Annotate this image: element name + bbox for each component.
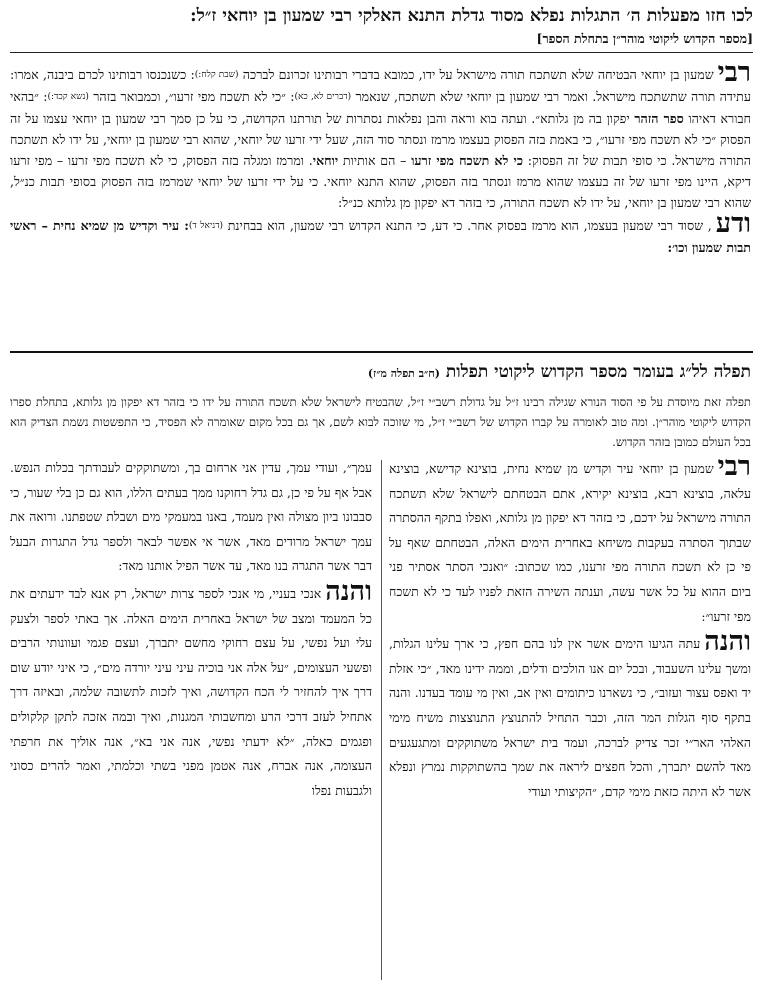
emphasis: ספר הזהר bbox=[634, 111, 684, 126]
column-right bbox=[389, 456, 751, 986]
source-citation: [מספר הקדוש ליקוטי מוהר״ן בתחלת הספר] bbox=[536, 31, 753, 46]
column-left bbox=[10, 456, 372, 986]
column-paragraph: רבישמעון בן יוחאי עיר וקדיש מן שמיא נחית, בוצינא קדישא, בוצינא עלאה, בוצינא רבא, בוצינא יקירא, אתם הבטחתם לישראל שלא תשתכח התורה מישראל על ידכם, כי בזהר דא יפקון מן גלותא, ואפלו בתקף ההסתרה שבתוך הסתרה בעקבות משיחא באחרית הימים האלה, הבטחתם שאף על פי כן לא תשכח התורה מפי זרענו, כמו שכתוב: ״ואנכי הסתר אסתיר פני ביום ההוא על כל אשר עשה, וענתה השירה הזאת לפניו לעד כי לא תשכח מפי זרעו״: bbox=[389, 456, 751, 629]
citation: (נשא קכד:) bbox=[47, 92, 89, 102]
citation: (שבת קלח:) bbox=[194, 70, 239, 80]
column-divider bbox=[381, 460, 382, 980]
lead-word: והנה bbox=[704, 626, 751, 658]
column-paragraph: והנהאנכי בעניי, מי אנכי לספר צרות ישראל, רק אנא לבד ידעתים את כל המעמד ומצב של ישראל באחרית הימים האלה. אך באתי לספר ולצעק עלי ועל נפשי, על עצם רחוקי מחשם יתברך, ועצם פגמי ועוונותי הרבים ופשעי העצומים, ״על אלה אני בוכיה עיני עיני יורדה מים״, כי איני יודע שום דרך איך להחזיר לי הכח הקדושה, ואיך לזכות לתשובה שלמה, ובאיזה דרך אתחיל לעזב דרכי הרע ומחשבותי המגנות, ואיך ובמה אזכה לתקן קלקולים ופגמים כאלה, ״לא ידעתי נפשי, אנה אני בא״, אנה אוליך את חרפתי העצומה, אנה אברח, אנה אטמן מפני בשתי וכלמתי, ואמר להרים כסוני ולגבעות נפלו bbox=[10, 575, 372, 798]
prayer-title-ref: (ח״ב תפלה מ״ז) bbox=[367, 367, 440, 380]
lead-word: רבי bbox=[717, 456, 751, 482]
citation: (דברים לא, כא) bbox=[294, 92, 352, 102]
section-divider bbox=[10, 351, 753, 353]
prayer-title: תפלה לל״ג בעומר מספר הקדוש ליקוטי תפלות(ח״ב תפלה מ״ז) bbox=[367, 362, 751, 382]
lead-word: והנה bbox=[325, 575, 372, 607]
citation: (דניאל ד) bbox=[188, 221, 224, 231]
article-body bbox=[10, 62, 751, 340]
emphasis: יוחאי bbox=[312, 153, 339, 168]
article-paragraph-2: ודע, שסוד רבי שמעון בעצמו, הוא מרמז בפסוק אחר. כי דע, כי התנא הקדוש רבי שמעון, הוא בבחינת (דניאל ד): עיר וקדיש מן שמיא נחית – ראשי תבות שמעון וכו׳: bbox=[10, 208, 751, 255]
lead-word: רבי bbox=[717, 62, 751, 88]
emphasis: : עיר וקדיש מן שמיא נחית – ראשי תבות שמעון וכו׳: bbox=[10, 218, 751, 255]
prayer-intro: תפלה זאת מיוסדת על פי הסוד הנורא שגילה רבינו ז״ל על גדולת רשב״י ז״ל, שהבטיח לישראל שלא תשכח התורה על ידו כי בזהר דא יפקון מן גלותא, בתחלת ספרו הקדוש ליקוטי מוהר״ן. ומה טוב לאומרה על קברו הקדוש של רשב״י ז״ל, מי שזוכה לבוא לשם, אך גם בכל מקום שאומרה לא הפסיד, כי התפשטות נשמת הצדיק הוא בכל העולם כמובן בזהר הקדוש. bbox=[10, 395, 751, 449]
page-headline: לכו חזו מפעלות ה׳ התגלות נפלא מסוד גדלת התנא האלקי רבי שמעון בן יוחאי ז״ל: bbox=[190, 6, 753, 26]
article-paragraph-1: רבישמעון בן יוחאי הבטיחה שלא תשתכח תורה מישראל על ידו, כמובא בדברי רבותינו זכרונם לברכה (שבת קלח:): כשנכנסו רבותינו לכרם ביבנה, אמרו: עתידה תורה שתשתכח מישראל. ואמר רבי שמעון בן יוחאי שלא תשתכח, שנאמר (דברים לא, כא): ״כי לא תשכח מפי זרעו״, וכמבואר בזהר (נשא קכד:): ״בהאי חבורא דאיהו ספר הזהר יפקון בה מן גלותא״. ועתה בוא וראה והבן נפלאות נסתרות של תורתנו הקדושה, כי על כן סמך רבי שמעון בן יוחאי עצמו על זה הפסוק ״כי לא תשכח מפי זרעו״, כי באמת בזה הפסוק בעצמו מרמז ונסתר סוד הזה, שעל ידי זרעו של יוחאי, שהוא רבי שמעון בן יוחאי, על ידו לא תשתכח התורה מישראל. כי סופי תבות של זה הפסוק: כי לא תשכח מפי זרעו – הם אותיות יוחאי. ומרמז ומגלה בזה הפסוק, כי לא תשכח מפי זרעו – מפי זרעו דיקא, היינו מפי זרעו של זה בעצמו שהוא מרמז ונסתר בזה הפסוק, שהוא התנא יוחאי. כי על ידי זרעו של יוחאי שמרמז בזה הפסוק בסופי תבות כנ״ל, שהוא רבי שמעון בן יוחאי, על ידו לא תשכח התורה, כי בזהר דא יפקון מן גלותא כנ״ל: bbox=[10, 62, 751, 213]
header-rule bbox=[10, 52, 753, 53]
emphasis: כי לא תשכח מפי זרעו bbox=[411, 153, 523, 168]
lead-word: ודע bbox=[715, 208, 751, 239]
column-paragraph: והנהעתה הגיעו הימים אשר אין לנו בהם חפץ, כי ארך עלינו הגלות, ומשך עלינו השעבוד, ובכל יום אנו הולכים ודלים, וממה ידינו מאד, ״כי אזלת יד ואפס עצור ועזוב״, כי נשארנו כיתומים ואין אב, ואין מי עומד בעדנו. והנה בתקף סוף הגלות המר הזה, וכבר התחיל להתנוצץ התנוצצות משיח מימי האלהי האר״י זכר צדיק לברכה, ועמד בית ישראל משתוקקים ומתגעגעים מאד להשם יתברך, והכל חפצים ליראה את שמך בהשתוקקות נמרץ ונפלא אשר לא היתה כזאת מימי קדם, ״הקיצותי ועודי bbox=[389, 626, 751, 799]
column-paragraph: עמך״, ועודי עמך, עדין אני ארחום בך, ומשתוקקים לעבודתך בכלות הנפש. אבל אף על פי כן, גם גדל רחוקנו ממך בעתים הללו, הוא גם כן בלי שעור, כי סבבונו ביון מצולה ואין מעמד, באנו במעמקי מים ושבלת שטפתנו. ורואה את עמך ישראל מרודים מאד, אשר אי אפשר לבאר ולספר גדל התגרות הבעל דבר אשר התגרה בנו מאד, עד אשר הפיל אותנו מאד: bbox=[10, 460, 372, 574]
